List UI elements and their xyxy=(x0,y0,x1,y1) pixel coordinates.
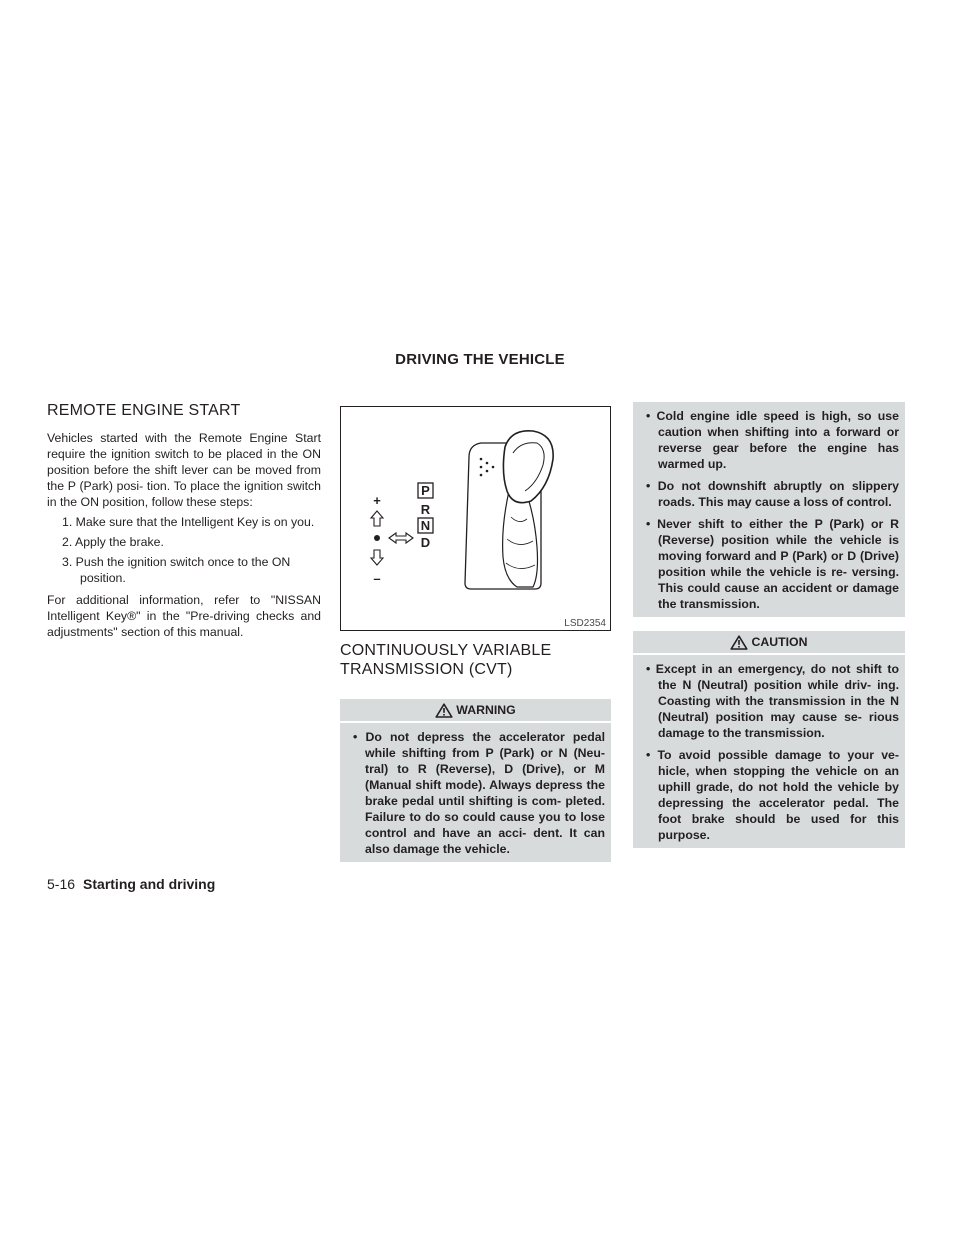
warning-bullet: • Do not downshift abruptly on slippery roads. This may cause a loss of control. xyxy=(646,479,899,509)
page-footer xyxy=(47,876,215,892)
warning-box xyxy=(340,699,611,862)
warning-triangle-icon xyxy=(435,703,453,718)
plus-label: + xyxy=(373,493,381,508)
caution-title-bar xyxy=(633,631,905,655)
remote-start-reference: For additional information, refer to "NISSAN Intelligent Key®" in the "Pre-driving checks and adjustments" section of this manual. xyxy=(47,593,321,639)
column-cvt xyxy=(340,402,611,862)
figure-code: LSD2354 xyxy=(564,618,606,629)
chapter-title: Starting and driving xyxy=(83,876,216,892)
step-item: 1. Make sure that the Intelligent Key is on you. xyxy=(62,515,315,529)
shift-lever-illustration xyxy=(341,407,610,630)
warning-box-continued xyxy=(633,402,905,617)
gear-n-label: N xyxy=(420,518,431,533)
remote-start-intro: Vehicles started with the Remote Engine Start require the ignition switch to be placed in the ON position before the shift lever can be moved from the P (Park) posi- tion. To place the ignition switch in the ON position, follow these steps: xyxy=(47,431,321,509)
caution-bullet: • To avoid possible damage to your ve- hicle, when stopping the vehicle on an uphill grade, do not hold the vehicle by depressing the accelerator pedal. The foot brake should be used for this purpose. xyxy=(646,748,899,842)
caution-title: CAUTION xyxy=(751,635,808,649)
gear-d-label: D xyxy=(420,535,431,550)
column-remote-start xyxy=(47,402,321,640)
warning-title: WARNING xyxy=(456,703,516,717)
gear-r-label: R xyxy=(420,502,431,517)
warning-triangle-icon xyxy=(730,635,748,650)
shift-lever-figure xyxy=(340,406,611,631)
warning-title-bar xyxy=(340,699,611,723)
minus-label: – xyxy=(373,571,381,586)
warning-bullet: • Do not depress the accelerator pedal while shifting from P (Park) or N (Neu- tral) to R (Reverse), D (Drive), or M (Manual shift mode). Always depress the brake pedal until shifting is com- pleted. Failure to do so could cause you to lose control and have an acci- dent. It can also damage the vehicle. xyxy=(353,730,605,856)
remote-start-heading: REMOTE ENGINE START xyxy=(47,402,241,419)
warning-body-left xyxy=(340,723,611,862)
caution-body xyxy=(633,655,905,848)
shift-up-arrow-icon xyxy=(371,511,383,526)
double-arrow-icon xyxy=(389,533,413,543)
shift-down-arrow-icon xyxy=(371,550,383,565)
caution-bullet: • Except in an emergency, do not shift to the N (Neutral) position while driv- ing. Coasting with the transmission in the N (Neutral) position may cause se- rious damage to the transmission. xyxy=(646,662,899,740)
section-title: DRIVING THE VEHICLE xyxy=(395,351,565,368)
gear-p-label: P xyxy=(421,483,430,498)
page-number: 5-16 xyxy=(47,876,76,892)
warning-bullet: • Never shift to either the P (Park) or R (Reverse) position while the vehicle is moving forward and P (Park) or D (Drive) position while the vehicle is re- versing. This could cause an accident or damage the transmission. xyxy=(646,517,899,611)
column-warnings xyxy=(633,402,905,848)
step-item: 3. Push the ignition switch once to the ON position. xyxy=(62,555,291,585)
warning-bullet: • Cold engine idle speed is high, so use caution when shifting into a forward or reverse gear before the engine has warmed up. xyxy=(646,409,899,471)
remote-start-steps xyxy=(47,514,321,586)
cvt-heading: CONTINUOUSLY VARIABLE TRANSMISSION (CVT) xyxy=(340,642,552,678)
step-item: 2. Apply the brake. xyxy=(62,535,164,549)
caution-box xyxy=(633,631,905,848)
warning-body-right xyxy=(633,402,905,617)
